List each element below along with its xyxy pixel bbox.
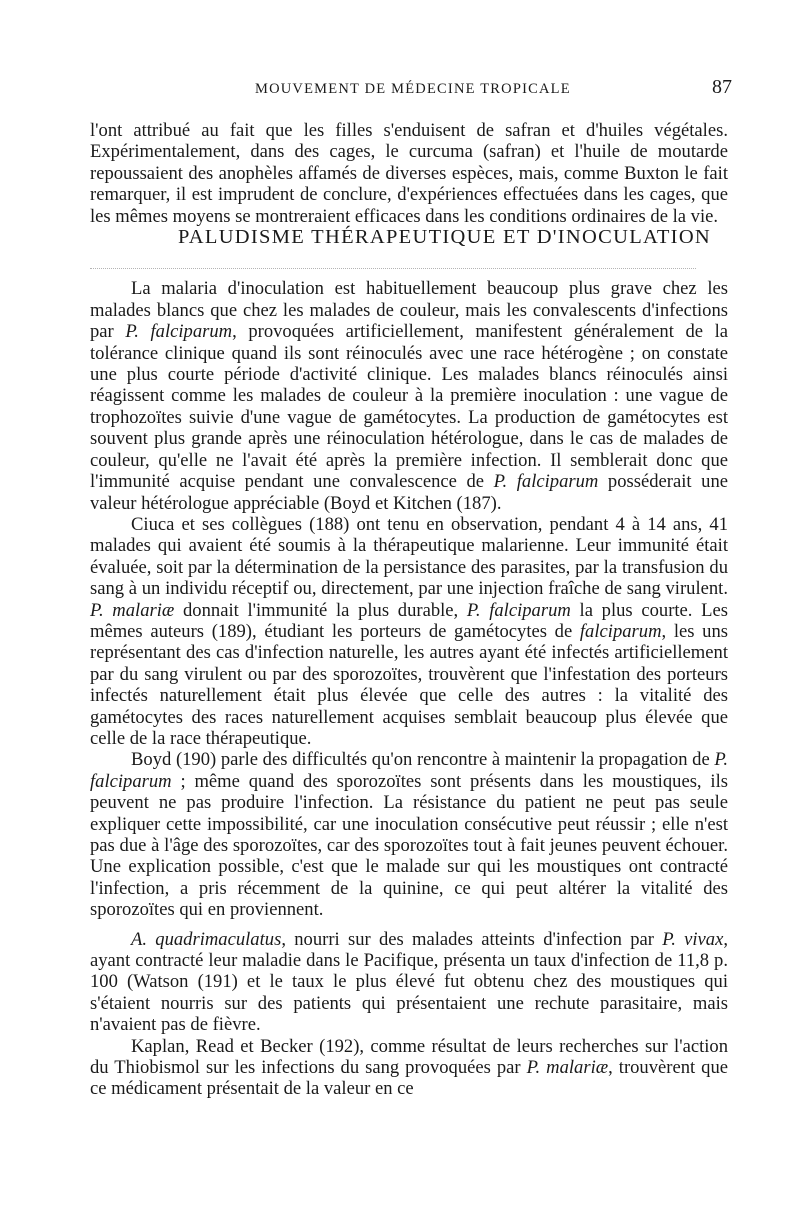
text-run: Boyd (190) parle des difficultés qu'on rencontre à maintenir la propagation de	[131, 749, 715, 771]
species-name: falciparum	[579, 620, 662, 642]
text-run: la plus courte. Les mêmes auteurs (189), étudiant les porteurs de gamétocytes de	[90, 599, 729, 642]
text-run: , trouvèrent que ce médicament présentait de la valeur en ce	[90, 1057, 729, 1100]
body-text	[90, 120, 728, 1100]
species-name: P. malariæ	[90, 599, 175, 621]
paragraph-inoculation	[90, 278, 728, 513]
text-run: , provoquées artificiellement, manifestent généralement de la tolérance clinique quand ils sont réinoculés avec une race hétérogène ; on constate une plus courte période d'activité clinique. Les malades blancs réinoculés ainsi réagissent comme les malades de couleur à la première inoculation : une vague de trophozoïtes suivie d'une vague de gamétocytes. La production de gamétocytes est souvent plus grande après une réinoculation hétérologue, dans le cas de malades de couleur, qu'elle ne l'avait été après la première infection. Il semblerait donc que l'immunité acquise pendant une convalescence de	[90, 321, 729, 493]
species-name: P. falciparum	[90, 749, 728, 792]
section-divider	[90, 254, 696, 269]
text-run: donnait l'immunité la plus durable,	[174, 599, 467, 621]
paragraph-quadrimaculatus	[90, 929, 728, 1036]
species-name: P. falciparum	[466, 599, 571, 621]
paragraph-kaplan	[90, 1036, 728, 1100]
page-number: 87	[712, 76, 732, 98]
species-name: P. vivax	[662, 928, 724, 950]
text-run: Ciuca et ses collègues (188) ont tenu en observation, pendant 4 à 14 ans, 41 malades qui avaient été soumis à la thérapeutique malarienne. Leur immunité était évaluée, soit par la détermination de la persistance des parasites, par la transfusion du sang à un individu réceptif ou, directement, par une injection fraîche de sang virulent.	[90, 513, 728, 600]
species-name: P. malariæ	[526, 1057, 609, 1079]
page-header	[255, 76, 732, 99]
text-run: , nourri sur des malades atteints d'infection par	[281, 928, 663, 950]
text-run: La malaria d'inoculation est habituellement beaucoup plus grave chez les malades blancs que chez les malades de couleur, mais les convalescents d'infections par	[90, 278, 728, 343]
text-run: , les uns représentant des cas d'infection naturelle, les autres ayant été infectés artificiellement par du sang virulent ou par des sporozoïtes, trouvèrent que l'infestation des porteurs infectés naturellement était plus élevée que celle des autres : la vitalité des gamétocytes des races naturellement acquises semblait beaucoup plus élevée que celle de la race thérapeutique.	[90, 620, 728, 749]
species-name: A. quadrimaculatus	[131, 928, 282, 950]
species-name: P. falciparum	[493, 471, 599, 493]
paragraph-boyd	[90, 749, 728, 920]
paragraph-text: l'ont attribué au fait que les filles s'enduisent de safran et d'huiles végétales. Expérimentalement, dans des cages, le curcuma (safran) et l'huile de moutarde repoussaient des anophèles affamés de diverses espèces, mais, comme Buxton le fait remarquer, il est imprudent de conclure, d'expériences effectuées dans les cages, que les mêmes moyens se montreraient efficaces dans les conditions ordinaires de la vie.	[90, 120, 728, 227]
section-title: PALUDISME THÉRAPEUTIQUE ET D'INOCULATION	[177, 226, 712, 249]
text-run: Kaplan, Read et Becker (192), comme résultat de leurs recherches sur l'action du Thiobismol sur les infections du sang provoquées par	[90, 1035, 728, 1079]
text-run: , ayant contracté leur maladie dans le Pacifique, présenta un taux d'infection de 11,8 p. 100 (Watson (191) et le taux le plus élevé fut obtenu chez des moustiques qui s'étaient nourris sur des patients qui présentaient une rechute parasitaire, mais n'avaient pas de fièvre.	[90, 928, 728, 1036]
text-run: posséderait une valeur hétérologue appréciable (Boyd et Kitchen (187).	[90, 471, 728, 514]
species-name: P. falciparum	[125, 321, 233, 343]
paragraph-continuation	[90, 120, 728, 227]
running-head: MOUVEMENT DE MÉDECINE TROPICALE	[255, 81, 571, 97]
paragraph-ciuca	[90, 514, 728, 749]
text-run: ; même quand des sporozoïtes sont présents dans les moustiques, ils peuvent ne pas produire l'infection. La résistance du patient ne peut pas seule expliquer cette impossibilité, car une inoculation consécutive peut réussir ; elle n'est pas due à l'âge des sporozoïtes, car des sporozoïtes tout à fait jeunes peuvent échouer. Une explication possible, c'est que le malade sur qui les moustiques ont contracté l'infection, a pris récemment de la quinine, ce qui peut altérer la vitalité des sporozoïtes qui en proviennent.	[90, 770, 728, 921]
